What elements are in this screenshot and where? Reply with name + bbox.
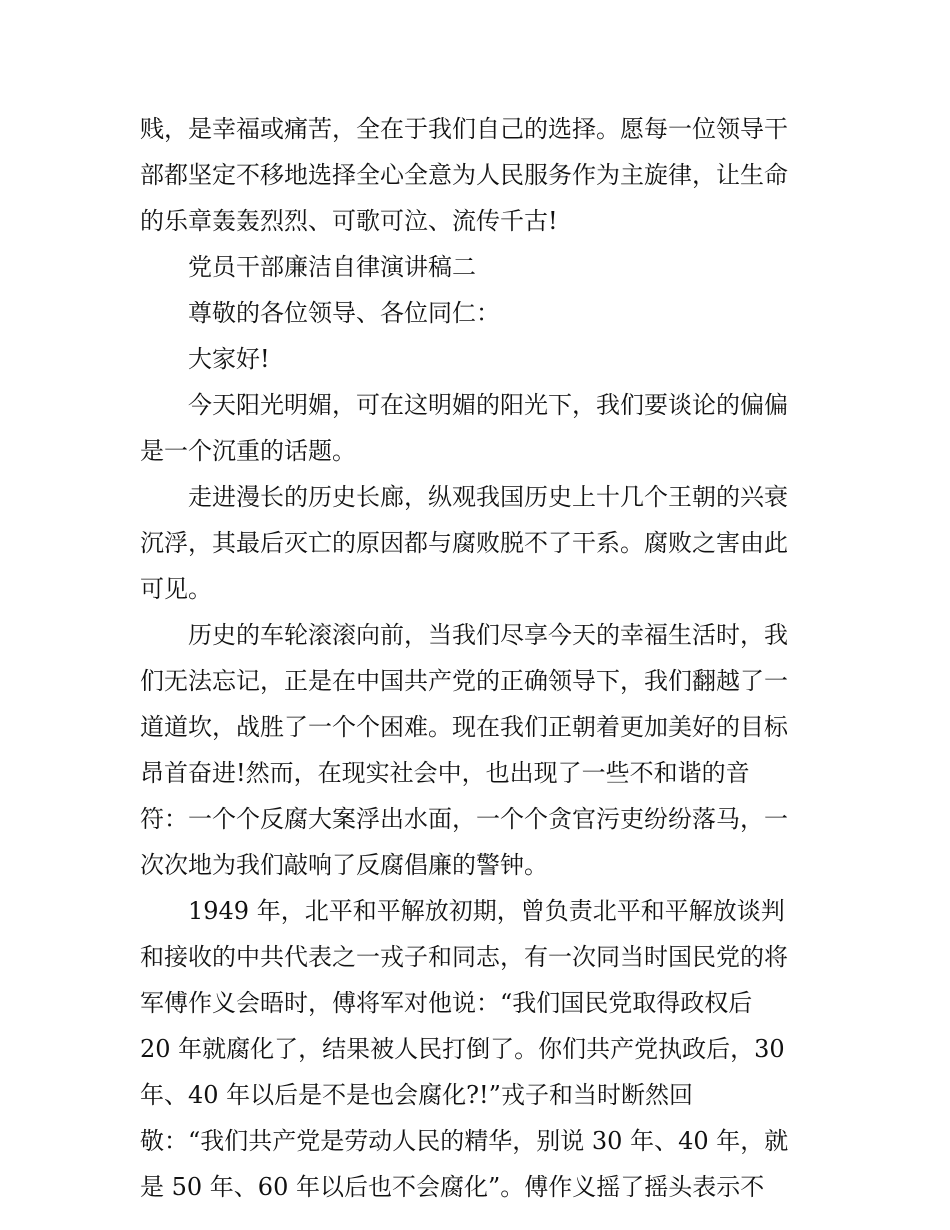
text-line: 敬：“我们共产党是劳动人民的精华，别说 30 年、40 年，就 (140, 1127, 789, 1155)
text-line: 是 50 年、60 年以后也不会腐化”。傅作义摇了摇头表示不 (140, 1173, 765, 1201)
text-line: 沉浮，其最后灭亡的原因都与腐败脱不了干系。腐败之害由此 (140, 529, 788, 557)
section-title: 党员干部廉洁自律演讲稿二 (188, 253, 476, 281)
text-line: 可见。 (140, 575, 212, 603)
document-body (140, 106, 812, 1210)
text-line: 和接收的中共代表之一戎子和同志，有一次同当时国民党的将 (140, 943, 788, 971)
text-line: 1949 年，北平和平解放初期，曾负责北平和平解放谈判 (188, 897, 785, 925)
text-line: 今天阳光明媚，可在这明媚的阳光下，我们要谈论的偏偏 (188, 391, 788, 419)
text-line: 们无法忘记，正是在中国共产党的正确领导下，我们翻越了一 (140, 667, 788, 695)
text-line: 部都坚定不移地选择全心全意为人民服务作为主旋律，让生命 (140, 161, 788, 189)
text-line: 符：一个个反腐大案浮出水面，一个个贪官污吏纷纷落马，一 (140, 805, 788, 833)
salutation: 尊敬的各位领导、各位同仁： (188, 299, 500, 327)
text-line: 20 年就腐化了，结果被人民打倒了。你们共产党执政后，30 (140, 1035, 785, 1063)
text-line: 贱，是幸福或痛苦，全在于我们自己的选择。愿每一位领导干 (140, 115, 788, 143)
text-line: 的乐章轰轰烈烈、可歌可泣、流传千古! (140, 207, 558, 235)
text-line: 是一个沉重的话题。 (140, 437, 356, 465)
text-line: 走进漫长的历史长廊，纵观我国历史上十几个王朝的兴衰 (188, 483, 788, 511)
greeting: 大家好! (188, 345, 270, 373)
text-line: 军傅作义会晤时，傅将军对他说：“我们国民党取得政权后 (140, 989, 753, 1017)
text-line: 年、40 年以后是不是也会腐化?!”戎子和当时断然回 (140, 1081, 693, 1109)
text-line: 历史的车轮滚滚向前，当我们尽享今天的幸福生活时，我 (188, 621, 788, 649)
text-line: 道道坎，战胜了一个个困难。现在我们正朝着更加美好的目标 (140, 713, 788, 741)
text-line: 次次地为我们敲响了反腐倡廉的警钟。 (140, 851, 548, 879)
text-line: 昂首奋进!然而，在现实社会中，也出现了一些不和谐的音 (140, 759, 750, 787)
